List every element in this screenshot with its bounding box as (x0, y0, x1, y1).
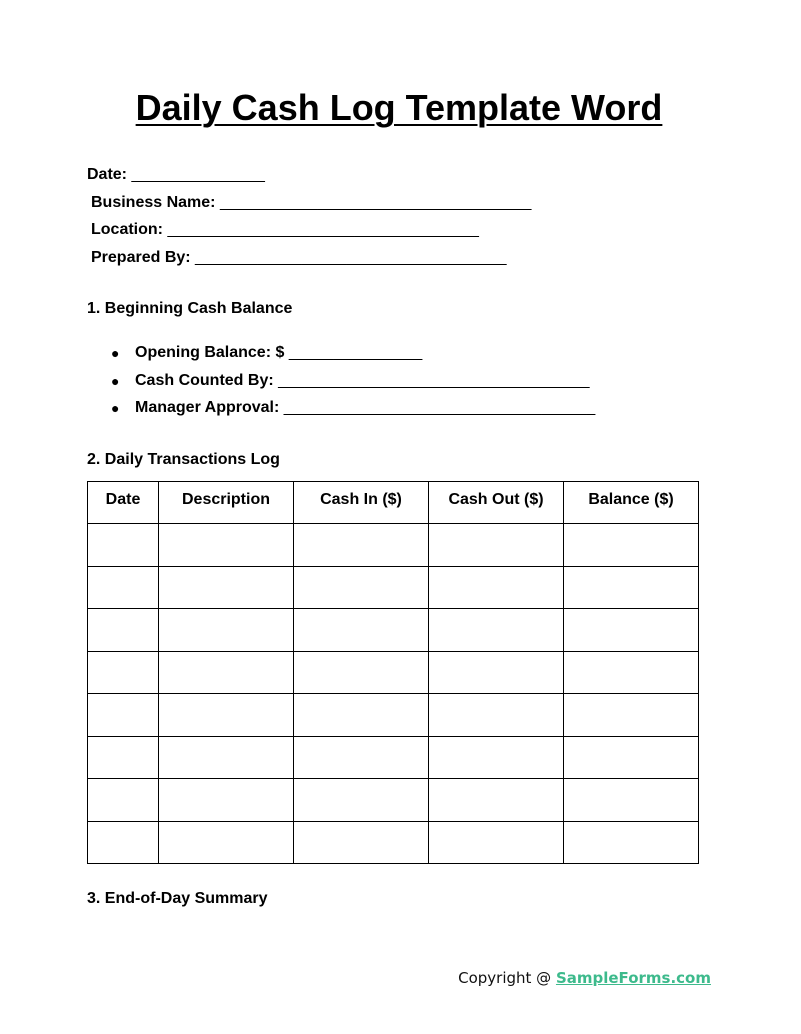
cash-counted-by-label: Cash Counted By: (135, 371, 274, 389)
business-name-label: Business Name: (91, 194, 216, 211)
table-cell-cash-in[interactable] (294, 821, 429, 864)
location-label: Location: (91, 221, 163, 238)
table-cell-balance[interactable] (564, 651, 699, 694)
prepared-by-field (91, 248, 506, 268)
table-cell-date[interactable] (88, 566, 159, 609)
brand-link[interactable]: SampleForms.com (555, 969, 711, 987)
table-cell-cash-in[interactable] (294, 651, 429, 694)
table-cell-cash-out[interactable] (429, 779, 564, 822)
table-cell-description[interactable] (159, 694, 294, 737)
section-heading-end-of-day-summary: 3. End-of-Day Summary (87, 890, 268, 907)
table-cell-balance[interactable] (564, 566, 699, 609)
column-header-cash-in: Cash In ($) (294, 482, 429, 524)
manager-approval-label: Manager Approval: (135, 399, 280, 416)
table-cell-description[interactable] (159, 609, 294, 652)
opening-balance-label: Opening Balance: $ (135, 344, 285, 361)
table-cell-cash-out[interactable] (429, 524, 564, 567)
table-cell-date[interactable] (88, 609, 159, 652)
cash-counted-by-blank-line[interactable]: ___________________________________ (273, 371, 590, 389)
business-name-blank-line[interactable]: ___________________________________ (215, 194, 532, 211)
prepared-by-label: Prepared By: (91, 249, 191, 266)
transactions-table-body (88, 524, 699, 864)
table-cell-cash-out[interactable] (429, 651, 564, 694)
table-cell-cash-in[interactable] (294, 566, 429, 609)
table-row (88, 821, 699, 864)
column-header-description: Description (159, 482, 294, 524)
opening-balance-blank-line[interactable]: _______________ (284, 344, 423, 361)
date-label: Date: (87, 166, 128, 183)
table-cell-cash-out[interactable] (429, 609, 564, 652)
column-header-date: Date (88, 482, 159, 524)
transactions-table (87, 481, 699, 864)
business-name-field (91, 193, 531, 213)
prepared-by-blank-line[interactable]: ___________________________________ (190, 249, 507, 266)
table-row (88, 694, 699, 737)
table-row (88, 524, 699, 567)
table-cell-balance[interactable] (564, 694, 699, 737)
table-header-row (88, 482, 699, 524)
table-row (88, 779, 699, 822)
table-cell-cash-in[interactable] (294, 609, 429, 652)
table-row (88, 651, 699, 694)
table-cell-balance[interactable] (564, 524, 699, 567)
bullet-icon: ● (111, 372, 120, 389)
copyright-text: Copyright @ (458, 969, 556, 987)
table-row (88, 566, 699, 609)
table-cell-date[interactable] (88, 694, 159, 737)
table-cell-balance[interactable] (564, 609, 699, 652)
table-cell-description[interactable] (159, 566, 294, 609)
list-item-cash-counted-by (111, 371, 590, 399)
table-cell-cash-in[interactable] (294, 779, 429, 822)
bullet-icon: ● (111, 345, 120, 361)
location-blank-line[interactable]: ___________________________________ (163, 221, 479, 238)
table-cell-cash-out[interactable] (429, 821, 564, 864)
table-cell-date[interactable] (88, 821, 159, 864)
column-header-balance: Balance ($) (564, 482, 699, 524)
footer-copyright (458, 968, 711, 988)
location-field (91, 220, 479, 240)
table-cell-description[interactable] (159, 736, 294, 779)
date-blank-line[interactable]: _______________ (127, 166, 265, 183)
table-cell-date[interactable] (88, 651, 159, 694)
table-cell-description[interactable] (159, 524, 294, 567)
table-row (88, 736, 699, 779)
table-cell-cash-out[interactable] (429, 694, 564, 737)
section-heading-beginning-cash-balance: 1. Beginning Cash Balance (87, 300, 293, 317)
table-cell-description[interactable] (159, 651, 294, 694)
list-item-opening-balance (111, 343, 423, 371)
table-cell-balance[interactable] (564, 821, 699, 864)
table-cell-balance[interactable] (564, 736, 699, 779)
table-cell-cash-in[interactable] (294, 694, 429, 737)
table-cell-date[interactable] (88, 524, 159, 567)
beginning-balance-list (111, 343, 596, 426)
table-cell-balance[interactable] (564, 779, 699, 822)
table-cell-cash-in[interactable] (294, 736, 429, 779)
page-title: Daily Cash Log Template Word (135, 87, 663, 128)
table-cell-description[interactable] (159, 779, 294, 822)
table-cell-description[interactable] (159, 821, 294, 864)
table-cell-cash-in[interactable] (294, 524, 429, 567)
bullet-icon: ● (111, 400, 120, 416)
column-header-cash-out: Cash Out ($) (429, 482, 564, 524)
manager-approval-blank-line[interactable]: ___________________________________ (279, 399, 596, 416)
date-field (87, 165, 265, 185)
table-cell-cash-out[interactable] (429, 736, 564, 779)
table-row (88, 609, 699, 652)
table-cell-date[interactable] (88, 779, 159, 822)
section-heading-daily-transactions-log: 2. Daily Transactions Log (87, 451, 280, 468)
table-cell-cash-out[interactable] (429, 566, 564, 609)
table-cell-date[interactable] (88, 736, 159, 779)
list-item-manager-approval (111, 398, 596, 426)
